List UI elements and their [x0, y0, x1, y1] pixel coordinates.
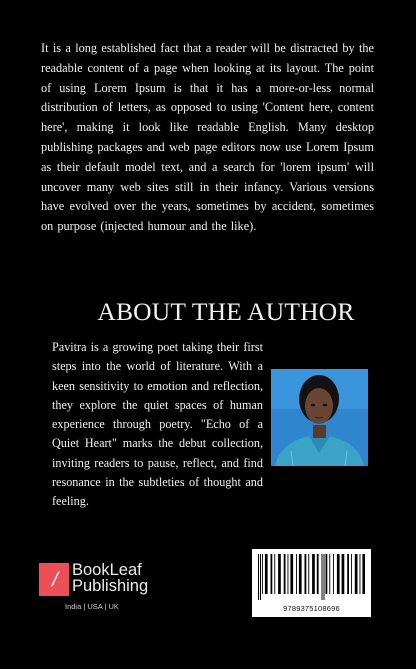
- blurb-text: It is a long established fact that a reader will be distracted by the readable content of a page when looking at its layout. The point of using Lorem Ipsum is that it has a more-or-less normal distribution of letters, as opposed to using 'Content here, content here', making it look like readable English. Many desktop publishing packages and web page editors now use Lorem Ipsum as their default model text, and a search for 'lorem ipsum' will uncover many web sites still in their infancy. Various versions have evolved over the years, sometimes by accident, sometimes on purpose (injected humour and the like).: [41, 41, 374, 234]
- barcode-bar: [342, 554, 345, 594]
- logo-glyph: /: [49, 569, 61, 591]
- barcode-bar: [308, 554, 309, 594]
- barcode-bar: [337, 554, 340, 594]
- bookleaf-logo-icon: [39, 563, 69, 596]
- barcode-bar: [326, 554, 328, 594]
- barcode-bar: [278, 554, 281, 594]
- publisher-name-line1: BookLeaf: [72, 561, 142, 579]
- barcode-bar: [322, 554, 323, 600]
- barcode-bar: [290, 554, 293, 594]
- barcode-bar: [333, 554, 334, 594]
- barcode-bar: [262, 554, 263, 594]
- publisher-name-line2: Publishing: [72, 577, 149, 595]
- barcode-bar: [329, 554, 330, 594]
- barcode-bar: [265, 554, 268, 594]
- publisher-regions: India | USA | UK: [65, 602, 119, 611]
- barcode-bar: [312, 554, 315, 594]
- about-author-heading: ABOUT THE AUTHOR: [97, 297, 355, 326]
- barcode-bar: [271, 554, 273, 594]
- barcode-bar: [288, 554, 289, 594]
- barcode-bar: [360, 554, 361, 594]
- barcode-bar: [274, 554, 275, 594]
- barcode-bar: [260, 554, 261, 600]
- barcode-bar: [347, 554, 349, 594]
- publisher-logo: [39, 563, 229, 613]
- author-photo: [271, 369, 368, 466]
- barcode-bar: [355, 554, 358, 594]
- barcode-bar: [258, 554, 259, 600]
- barcode-bar: [317, 554, 319, 594]
- barcode-bars-icon: [258, 554, 365, 600]
- barcode-bar: [305, 554, 307, 594]
- barcode-bar: [351, 554, 352, 594]
- barcode-bar: [296, 554, 297, 594]
- isbn-barcode: [252, 549, 371, 617]
- isbn-number: 9789375108696: [283, 604, 340, 613]
- barcode-bar: [324, 554, 325, 600]
- barcode-bar: [299, 554, 302, 594]
- barcode-bar: [362, 554, 365, 594]
- author-bio: Pavitra is a growing poet taking their first steps into the world of literature. With a keen sensitivity to emotion and reflection, they explore the quiet spaces of human experience through poetry. "Echo of a Quiet Heart" marks the debut collection, inviting readers to pause, reflect, and find resonance in the subtleties of thought and feeling.: [52, 340, 263, 509]
- author-portrait-icon: [271, 369, 368, 466]
- barcode-bar: [284, 554, 286, 594]
